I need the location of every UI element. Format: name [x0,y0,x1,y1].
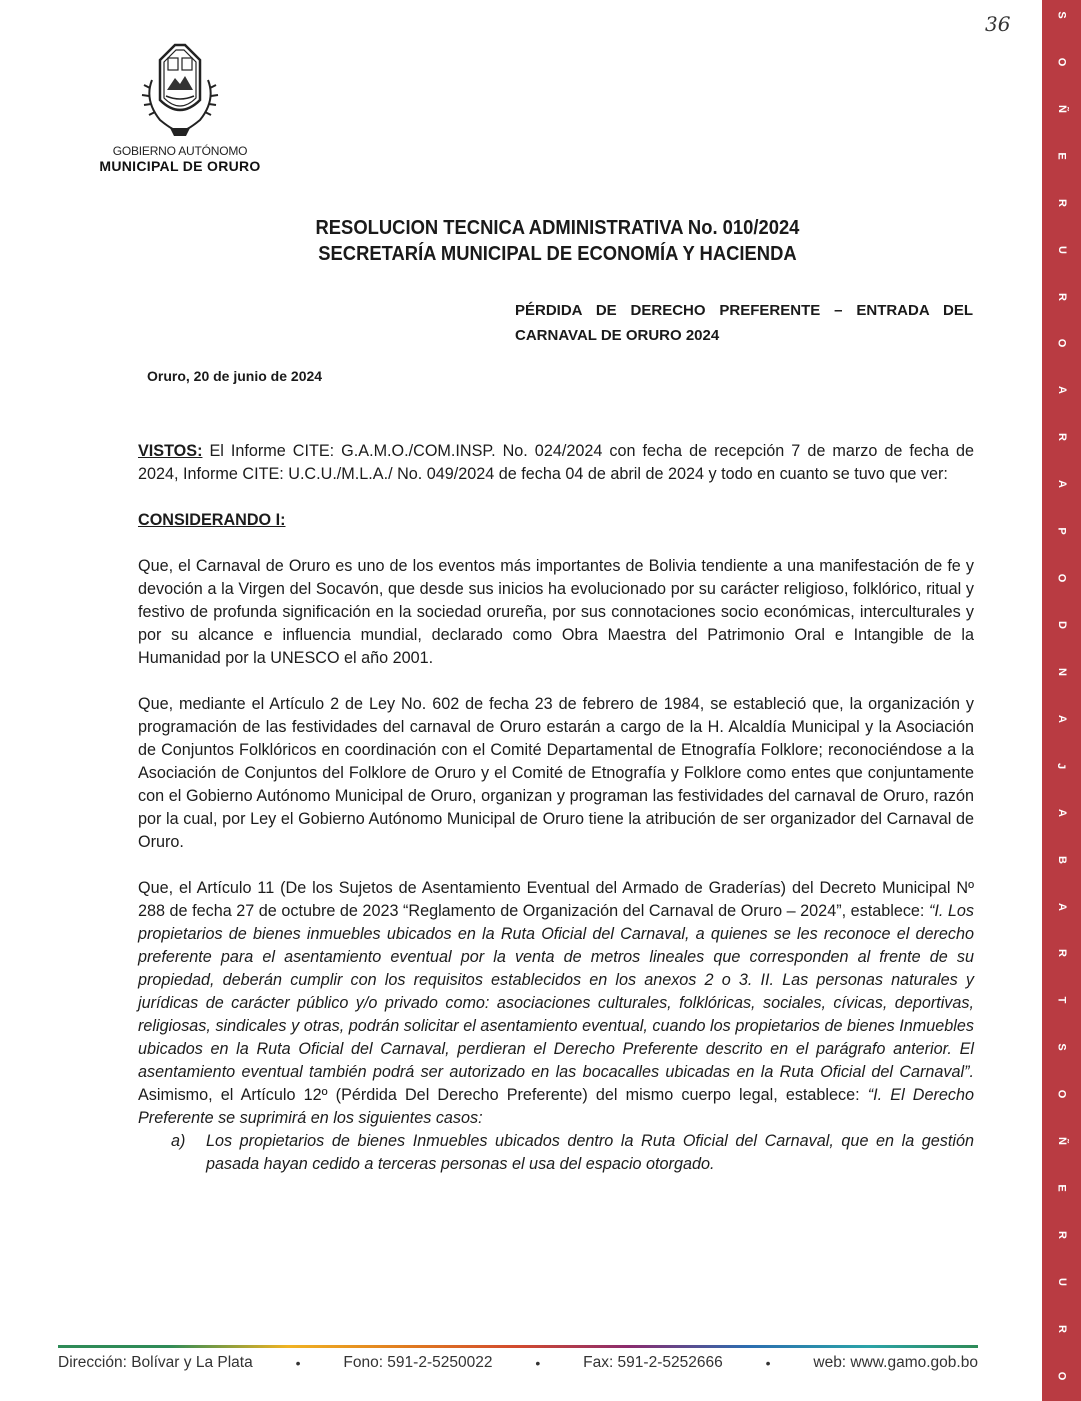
side-band-letter: S [1055,11,1068,19]
footer-separator: • [535,1355,541,1371]
side-band-letter: U [1055,1277,1068,1286]
side-band-letter: A [1055,386,1068,395]
side-band-letter: E [1055,152,1068,160]
considerando-heading: CONSIDERANDO I: [138,511,286,529]
side-band-letter: D [1055,621,1068,629]
side-band-letter: O [1055,57,1068,67]
document-subject: PÉRDIDA DE DERECHO PREFERENTE – ENTRADA DEL CARNAVAL DE ORURO 2024 [515,302,973,344]
document-title [0,215,1040,267]
side-band-letter: O [1055,339,1068,348]
side-band-letter: R [1055,949,1068,958]
side-band-letter: J [1055,762,1068,769]
side-band-letters [1042,0,1081,1401]
footer-separator: • [295,1355,301,1371]
page-number: 36 [985,12,1011,36]
side-band-letter: R [1055,1230,1068,1239]
coat-of-arms-icon [130,40,230,140]
paragraph-2: Que, mediante el Artículo 2 de Ley No. 602 de fecha 23 de febrero de 1984, se estableció que, la organización y programación de las festividades del carnaval de Oruro estarán a cargo de la H. Alcaldía Municipal y la Asociación de Conjuntos Folklóricos en coordinación con el Comité Departamental de Etnografía Folklore; reconociéndose a la Asociación de Conjuntos del Folklore de Oruro y el Comité de Etnografía y Folklore como entes que conjuntamente con el Gobierno Autónomo Municipal de Oruro, organizan y programan las festividades del carnaval de Oruro, razón por la cual, por Ley el Gobierno Autónomo Municipal de Oruro tiene la atribución de ser organizador del Carnaval de Oruro. [138,695,974,851]
vistos-text: El Informe CITE: G.A.M.O./COM.INSP. No. 024/2024 con fecha de recepción 7 de marzo de fecha de 2024, Informe CITE: U.C.U./M.L.A./ No. 049/2024 de fecha 04 de abril de 2024 y todo en cuanto se tuvo que ver: [138,442,974,483]
side-band-letter: B [1055,855,1068,864]
paragraph-3-part2: Asimismo, el Artículo 12º (Pérdida Del Derecho Preferente) del mismo cuerpo legal, establece: [138,1086,868,1104]
side-band-letter: R [1055,1324,1068,1333]
paragraph-3-quote1: “I. Los propietarios de bienes inmuebles ubicados en la Ruta Oficial del Carnaval, a quienes se les reconoce el derecho preferente para el asentamiento eventual por la venta de metros lineales que corresponden al frente de su propiedad, deberán cumplir con los requisitos establecidos en los anexos 2 o 3. II. Las personas naturales y jurídicas de carácter público y/o privado como: asociaciones culturales, folklóricas, sociales, cívicas, deportivas, religiosas, sindicales y otras, podrán solicitar el asentamiento eventual, cuando los propietarios de bienes Inmuebles ubicados en la Ruta Oficial del Carnaval, perdieran el Derecho Preferente descrito en el parágrafo anterior. El asentamiento eventual también podrá ser autorizado en las bocacalles ubicadas en la Ruta Oficial del Carnaval”. [138,902,974,1081]
side-band-letter: Ñ [1055,104,1068,113]
side-band-letter: Ñ [1055,1137,1068,1146]
vistos-label: VISTOS: [138,442,203,460]
side-band-letter: O [1055,1371,1068,1381]
side-band-letter: R [1055,292,1068,301]
side-band-letter: O [1055,1089,1068,1099]
side-band-letter: N [1055,667,1068,676]
footer-divider [58,1345,978,1348]
vistos-paragraph [138,440,974,486]
list-item-a [138,1130,974,1176]
footer-separator: • [765,1355,771,1371]
document-date: Oruro, 20 de junio de 2024 [147,368,323,384]
org-name-line2: MUNICIPAL DE ORURO [99,158,261,174]
paragraph-1: Que, el Carnaval de Oruro es uno de los eventos más importantes de Bolivia tendiente a una manifestación de fe y devoción a la Virgen del Socavón, que desde sus inicios ha evolucionado por su carácter religioso, folklórico, ritual y festivo de profunda significación en la sociedad orureña, por sus connotaciones socio económicas, interculturales y por su alcance e influencia mundial, declarado como Obra Maestra del Patrimonio Oral e Intangible de la Humanidad por la UNESCO el año 2001. [138,557,974,667]
side-band-letter: A [1055,902,1068,911]
side-band-letter: P [1055,527,1068,535]
side-band-letter: O [1055,573,1068,583]
side-band-letter: U [1055,245,1068,254]
title-line2: SECRETARÍA MUNICIPAL DE ECONOMÍA Y HACIENDA [318,243,797,265]
side-band-letter: R [1055,433,1068,442]
side-band-letter: E [1055,1184,1068,1192]
paragraph-3-quote2: “I. El Derecho Preferente se suprimirá en los siguientes casos: [138,1086,974,1127]
side-band-letter: A [1055,714,1068,723]
list-item-a-marker: a) [171,1132,186,1150]
org-name-line1: GOBIERNO AUTÓNOMO [112,144,248,158]
document-body [138,440,974,1176]
footer-address: Dirección: Bolívar y La Plata [58,1354,253,1371]
list-item-a-text: Los propietarios de bienes Inmuebles ubicados dentro la Ruta Oficial del Carnaval, que en la gestión pasada hayan cedido a terceras personas el usa del espacio otorgado. [206,1132,974,1173]
title-line1: RESOLUCION TECNICA ADMINISTRATIVA No. 010/2024 [315,217,800,239]
side-band-letter: A [1055,808,1068,817]
side-band-letter: R [1055,198,1068,207]
footer-fax: Fax: 591-2-5252666 [583,1354,723,1371]
side-band-letter: T [1055,996,1068,1004]
municipal-logo [90,40,270,174]
footer-phone: Fono: 591-2-5250022 [343,1354,493,1371]
paragraph-3-part1: Que, el Artículo 11 (De los Sujetos de Asentamiento Eventual del Armado de Graderías) del Decreto Municipal Nº 288 de fecha 27 de octubre de 2023 “Reglamento de Organización del Carnaval de Oruro – 2024”, establece: [138,879,974,920]
side-band-letter: S [1055,1043,1068,1051]
paragraph-3 [138,877,974,1130]
footer [58,1354,978,1372]
footer-web: web: www.gamo.gob.bo [813,1354,978,1371]
side-band-letter: A [1055,480,1068,489]
